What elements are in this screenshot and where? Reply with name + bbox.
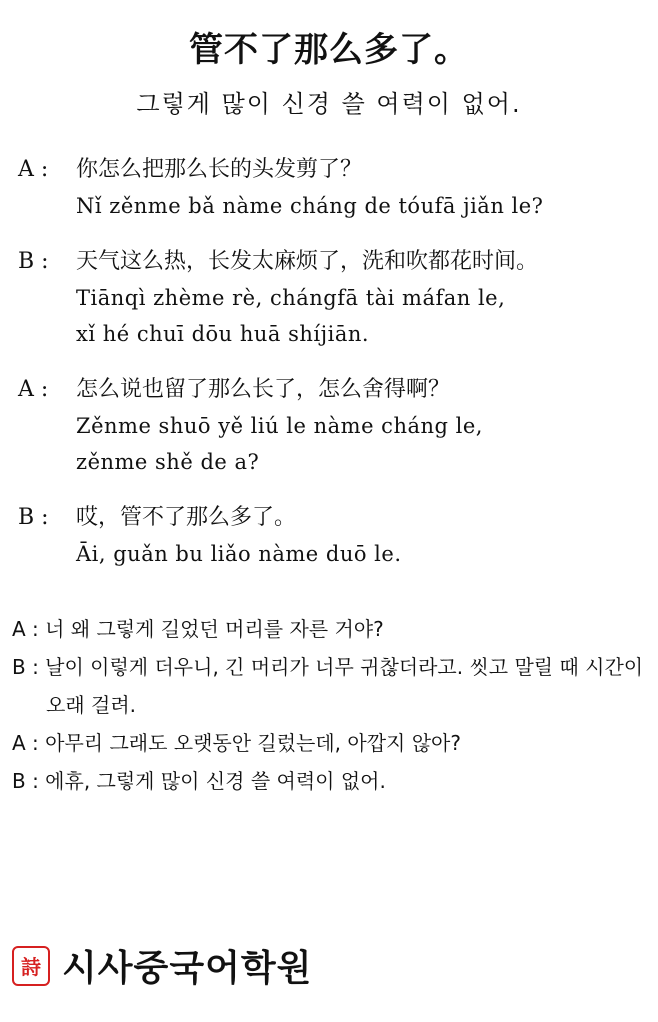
chinese-dialog <box>18 152 648 592</box>
dialog-turn <box>18 372 648 480</box>
speaker-label: B : <box>18 505 49 530</box>
translation-line: A : 너 왜 그렇게 길었던 머리를 자른 거야? <box>12 617 384 641</box>
chinese-line: 你怎么把那么长的头发剪了？ <box>76 157 363 182</box>
pinyin-line: xǐ hé chuī dōu huā shíjiān. <box>76 322 370 346</box>
pinyin-line: Tiānqì zhème rè, chángfā tài máfan le, <box>76 286 506 310</box>
pinyin-line: Āi, guǎn bu liǎo nàme duō le. <box>76 542 402 566</box>
page-title: 管不了那么多了。 <box>189 30 469 70</box>
chinese-line: 天气这么热，长发太麻烦了，洗和吹都花时间。 <box>76 249 539 274</box>
pinyin-line: Nǐ zěnme bǎ nàme cháng de tóufā jiǎn le? <box>76 194 544 218</box>
pinyin-line: zěnme shě de a? <box>76 450 260 474</box>
translation-line: B : 에휴, 그렇게 많이 신경 쓸 여력이 없어. <box>12 769 386 793</box>
academy-name: 시사중국어학원 <box>62 948 313 989</box>
page-subtitle: 그렇게 많이 신경 쓸 여력이 없어. <box>136 90 522 118</box>
speaker-label: B : <box>18 249 49 274</box>
dialog-turn <box>18 500 648 572</box>
translation-line: A : 아무리 그래도 오랫동안 길렀는데, 아깝지 않아? <box>12 731 461 755</box>
translation-line: B : 날이 이렇게 더우니, 긴 머리가 너무 귀찮더라고. 씻고 말릴 때 시간이 오래 걸려. <box>12 655 644 717</box>
korean-translation <box>12 610 648 800</box>
sisa-logo-icon: 詩 <box>12 946 50 986</box>
dialog-turn <box>18 244 648 352</box>
speaker-label: A : <box>18 157 49 182</box>
chinese-line: 怎么说也留了那么长了，怎么舍得啊？ <box>76 377 451 402</box>
chinese-line: 哎，管不了那么多了。 <box>76 505 297 530</box>
academy-logo <box>12 940 312 991</box>
dialog-turn <box>18 152 648 224</box>
speaker-label: A : <box>18 377 49 402</box>
pinyin-line: Zěnme shuō yě liú le nàme cháng le, <box>76 414 483 438</box>
